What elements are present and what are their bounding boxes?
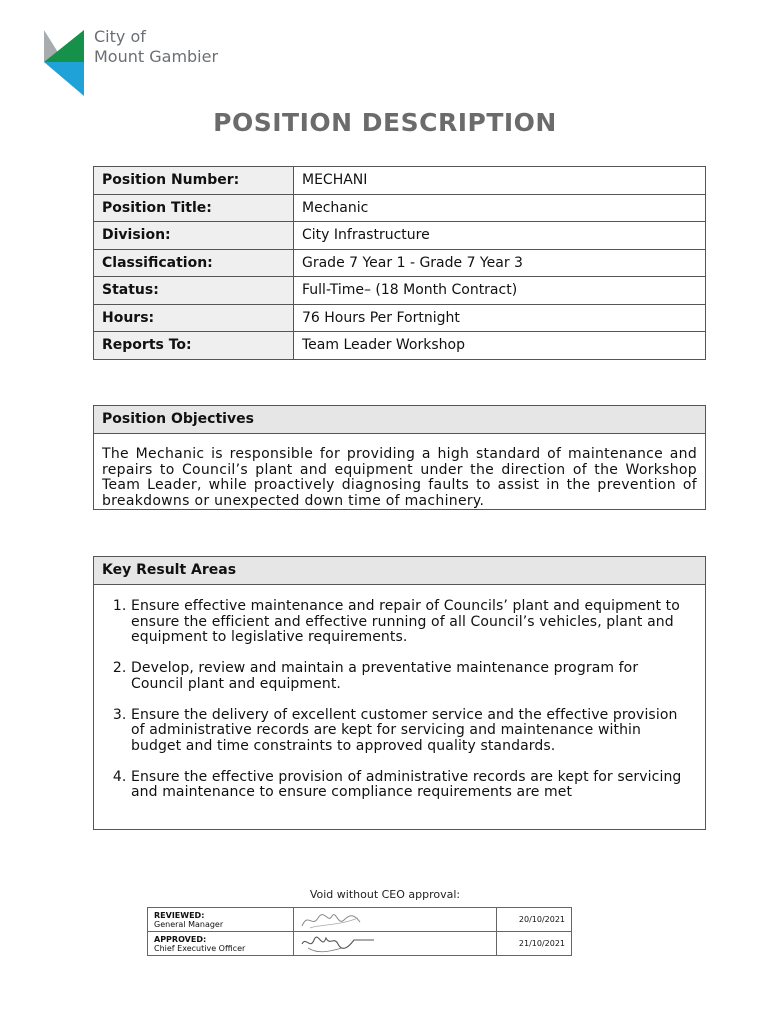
info-label: Position Number: — [94, 167, 294, 195]
position-objectives-box — [93, 405, 706, 510]
table-row — [94, 249, 706, 277]
info-value: Mechanic — [294, 194, 706, 222]
signature-cell — [294, 908, 497, 932]
key-result-areas-box — [93, 556, 706, 830]
signature-cell — [294, 932, 497, 956]
key-result-areas-heading: Key Result Areas — [94, 557, 705, 585]
position-objectives-text: The Mechanic is responsible for providing a high standard of maintenance and repairs to Council’s plant and equipment under the direction of the Workshop Team Leader, while proactively diagnosing faults to assist in the prevention of breakdowns or unexpected down time of machinery. — [102, 446, 697, 510]
info-label: Classification: — [94, 249, 294, 277]
list-item: 1. Ensure effective maintenance and repair of Councils’ plant and equipment to ensure the efficient and effective running of all Council’s vehicles, plant and equipment to legislative requirements. — [131, 599, 685, 646]
info-label: Reports To: — [94, 332, 294, 360]
logo-blue-triangle — [44, 62, 84, 96]
logo-line-1: City of — [94, 27, 146, 46]
table-row — [94, 277, 706, 305]
info-label: Division: — [94, 222, 294, 250]
signature-icon — [298, 908, 378, 932]
approval-date: 20/10/2021 — [497, 908, 572, 932]
table-row — [94, 194, 706, 222]
key-result-list — [94, 585, 705, 801]
table-row — [94, 167, 706, 195]
table-row — [94, 332, 706, 360]
table-row — [148, 932, 572, 956]
city-logo-mark-icon — [42, 28, 102, 100]
info-value: Full-Time– (18 Month Contract) — [294, 277, 706, 305]
info-value: Team Leader Workshop — [294, 332, 706, 360]
approval-role: General Manager — [154, 919, 224, 929]
table-row — [148, 908, 572, 932]
info-value: City Infrastructure — [294, 222, 706, 250]
approval-status: REVIEWED: — [154, 910, 205, 920]
info-label: Position Title: — [94, 194, 294, 222]
list-item: 4. Ensure the effective provision of administrative records are kept for servicing and maintenance to ensure compliance requirements are met — [131, 770, 685, 801]
page-title: POSITION DESCRIPTION — [213, 108, 557, 137]
logo-wordmark — [94, 27, 218, 67]
approval-role: Chief Executive Officer — [154, 943, 246, 953]
ceo-approval-note: Void without CEO approval: — [309, 888, 461, 901]
signature-icon — [298, 932, 378, 956]
approval-role-cell — [148, 932, 294, 956]
info-value: Grade 7 Year 1 - Grade 7 Year 3 — [294, 249, 706, 277]
logo-line-2: Mount Gambier — [94, 47, 219, 66]
approval-role-cell — [148, 908, 294, 932]
info-label: Status: — [94, 277, 294, 305]
info-value: MECHANI — [294, 167, 706, 195]
approval-date: 21/10/2021 — [497, 932, 572, 956]
approval-table — [147, 907, 572, 956]
info-value: 76 Hours Per Fortnight — [294, 304, 706, 332]
position-info-table — [93, 166, 706, 360]
position-objectives-heading: Position Objectives — [94, 406, 705, 434]
list-item: 2. Develop, review and maintain a preventative maintenance program for Council plant and equipment. — [131, 661, 685, 692]
info-label: Hours: — [94, 304, 294, 332]
table-row — [94, 304, 706, 332]
approval-status: APPROVED: — [154, 934, 207, 944]
list-item: 3. Ensure the delivery of excellent customer service and the effective provision of administrative records are kept for servicing and maintenance within budget and time constraints to approved quality standards. — [131, 708, 685, 755]
table-row — [94, 222, 706, 250]
